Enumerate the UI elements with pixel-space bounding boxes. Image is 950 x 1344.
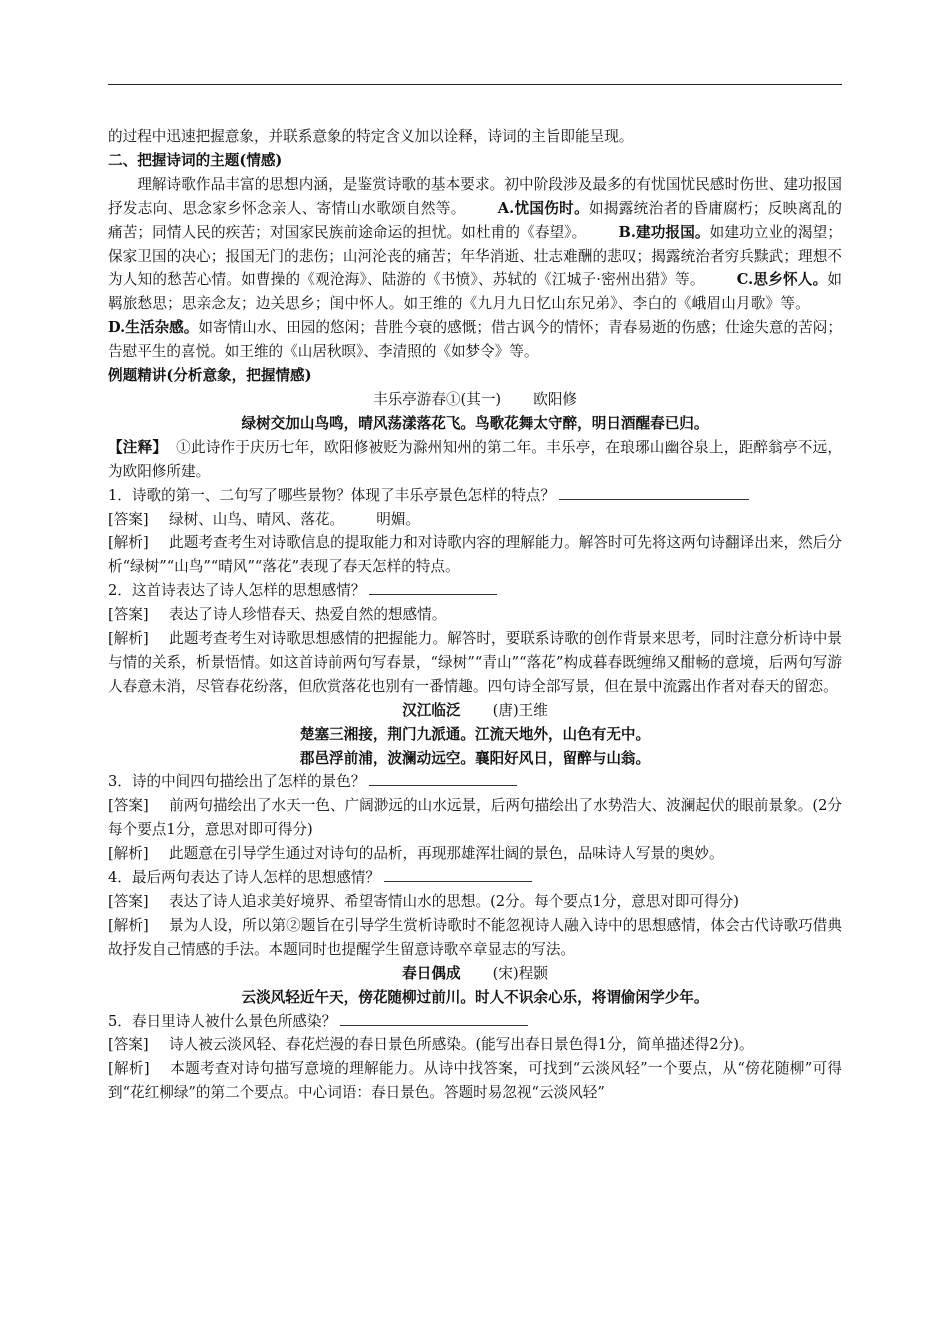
poem3-title: 春日偶成 (宋)程颢 (402, 964, 548, 982)
theme-label-b: B.建功报国。 (618, 223, 710, 241)
answer-blank (384, 880, 532, 882)
poem1-title: 丰乐亭游春①(其一) 欧阳修 (372, 390, 578, 408)
theme-paragraph: 理解诗歌作品丰富的思想内涵，是鉴赏诗歌的基本要求。初中阶段涉及最多的有忧国忧民感时伤世、建功报国抒发志向、思念家乡怀念亲人、寄情山水歌颂自然等。 A.忧国伤时。如揭露统治者的昏庸腐朽；反映离乱的痛苦；同情人民的疾苦；对国家民族前途命运的担忧。如杜甫的《春望》。 B.建功报国。如建功立业的渴望；保家卫国的决心；报国无门的悲伤；山河沦丧的痛苦；年华消逝、壮志难酬的悲叹；揭露统治者穷兵黩武；理想不为人知的愁苦心情。如曹操的《观沧海》、陆游的《书愤》、苏轼的《江城子·密州出猎》等。 C.思乡怀人。如羁旅愁思；思亲念友；边关思乡；闺中怀人。如王维的《九月九日忆山东兄弟》、李白的《峨眉山月歌》等。D.生活杂感。如寄情山水、田园的悠闲；昔胜今衰的感慨；借古讽今的情怀；青春易逝的伤感；仕途失意的苦闷；告慰平生的喜悦。如王维的《山居秋暝》、李清照的《如梦令》等。 (108, 175, 842, 361)
answer-2: [答案] 表达了诗人珍惜春天、热爱自然的想感情。 (108, 606, 447, 624)
answer-4: [答案] 表达了诗人追求美好境界、希望寄情山水的思想。(2分。每个要点1分，意思对即可得分) (108, 893, 739, 910)
answer-3: [答案] 前两句描绘出了水天一色、广阔渺远的山水远景，后两句描绘出了水势浩大、波澜起伏的眼前景象。(2分每个要点1分，意思对即可得分) (108, 797, 842, 839)
analysis-5: [解析] 本题考查对诗句描写意境的理解能力。从诗中找答案，可找到“云淡风轻”一个要点，从“傍花随柳”可得到“花红柳绿”的第二个要点。中心词语：春日景色。答题时易忽视“云淡风轻” (108, 1060, 842, 1102)
answer-blank (559, 498, 749, 500)
question-1: 1．诗歌的第一、二句写了哪些景物？体现了丰乐亭景色怎样的特点？ (108, 484, 842, 508)
poem2-line-2: 郡邑浮前浦，波澜动远空。襄阳好风日，留醉与山翁。 (299, 749, 651, 767)
analysis-1: [解析] 此题考查考生对诗歌信息的提取能力和对诗歌内容的理解能力。解答时可先将这两句诗翻译出来，然后分析“绿树”“山鸟”“晴风”“落花”表现了春天怎样的特点。 (108, 534, 842, 576)
poem2-title: 汉江临泛 (唐)王维 (402, 701, 548, 719)
analysis-4: [解析] 景为人设，所以第②题旨在引导学生赏析诗歌时不能忽视诗人融入诗中的思想感情，体会古代诗歌巧借典故抒发自己情感的手法。本题同时也提醒学生留意诗歌卒章显志的写法。 (108, 916, 842, 958)
question-5: 5．春日里诗人被什么景色所感染？ (108, 1010, 842, 1034)
poem1-text: 绿树交加山鸟鸣，晴风荡漾落花飞。鸟歌花舞太守醉，明日酒醒春已归。 (241, 414, 709, 432)
theme-label-c: C.思乡怀人。 (736, 271, 828, 289)
example-heading: 例题精讲(分析意象，把握情感) (108, 367, 312, 385)
poem1-note: 【注释】 ①此诗作于庆历七年，欧阳修被贬为滁州知州的第二年。丰乐亭，在琅琊山幽谷泉上，距醉翁亭不远，为欧阳修所建。 (108, 438, 842, 480)
poem3-text: 云淡风轻近午天，傍花随柳过前川。时人不识余心乐，将谓偷闲学少年。 (241, 988, 709, 1006)
theme-label-a: A.忧国伤时。 (497, 199, 589, 217)
analysis-3: [解析] 此题意在引导学生通过对诗句的品析，再现那雄浑壮阔的景色，品味诗人写景的奥妙。 (108, 845, 724, 863)
question-3: 3．诗的中间四句描绘出了怎样的景色？ (108, 770, 842, 794)
answer-5: [答案] 诗人被云淡风轻、春花烂漫的春日景色所感染。(能写出春日景色得1分，简单描述得2分)。 (108, 1036, 754, 1054)
answer-1: [答案] 绿树、山鸟、晴风、落花。 明媚。 (108, 510, 421, 528)
theme-label-d: D.生活杂感。 (108, 319, 199, 337)
poem2-line-1: 楚塞三湘接，荆门九派通。江流天地外，山色有无中。 (299, 725, 651, 743)
answer-blank (340, 1024, 528, 1026)
paragraph: 的过程中迅速把握意象，并联系意象的特定含义加以诠释，诗词的主旨即能呈现。 (108, 128, 634, 145)
section-heading: 二、把握诗词的主题(情感) (108, 151, 283, 169)
answer-blank (369, 784, 517, 786)
answer-blank (369, 593, 497, 595)
question-4: 4．最后两句表达了诗人怎样的思想感情？ (108, 866, 842, 890)
header-rule (108, 84, 842, 85)
question-2: 2．这首诗表达了诗人怎样的思想感情？ (108, 579, 842, 603)
analysis-2: [解析] 此题考查考生对诗歌思想感情的把握能力。解答时，要联系诗歌的创作背景来思考，同时注意分析诗中景与情的关系，析景悟情。如这首诗前两句写春景，“绿树”“青山”“落花”构成暮春既缠绵又酣畅的意境，后两句写游人春意未消，尽管春花纷落，但欣赏落花也别有一番情趣。四句诗全部写景，但在景中流露出作者对春天的留恋。 (108, 630, 842, 695)
